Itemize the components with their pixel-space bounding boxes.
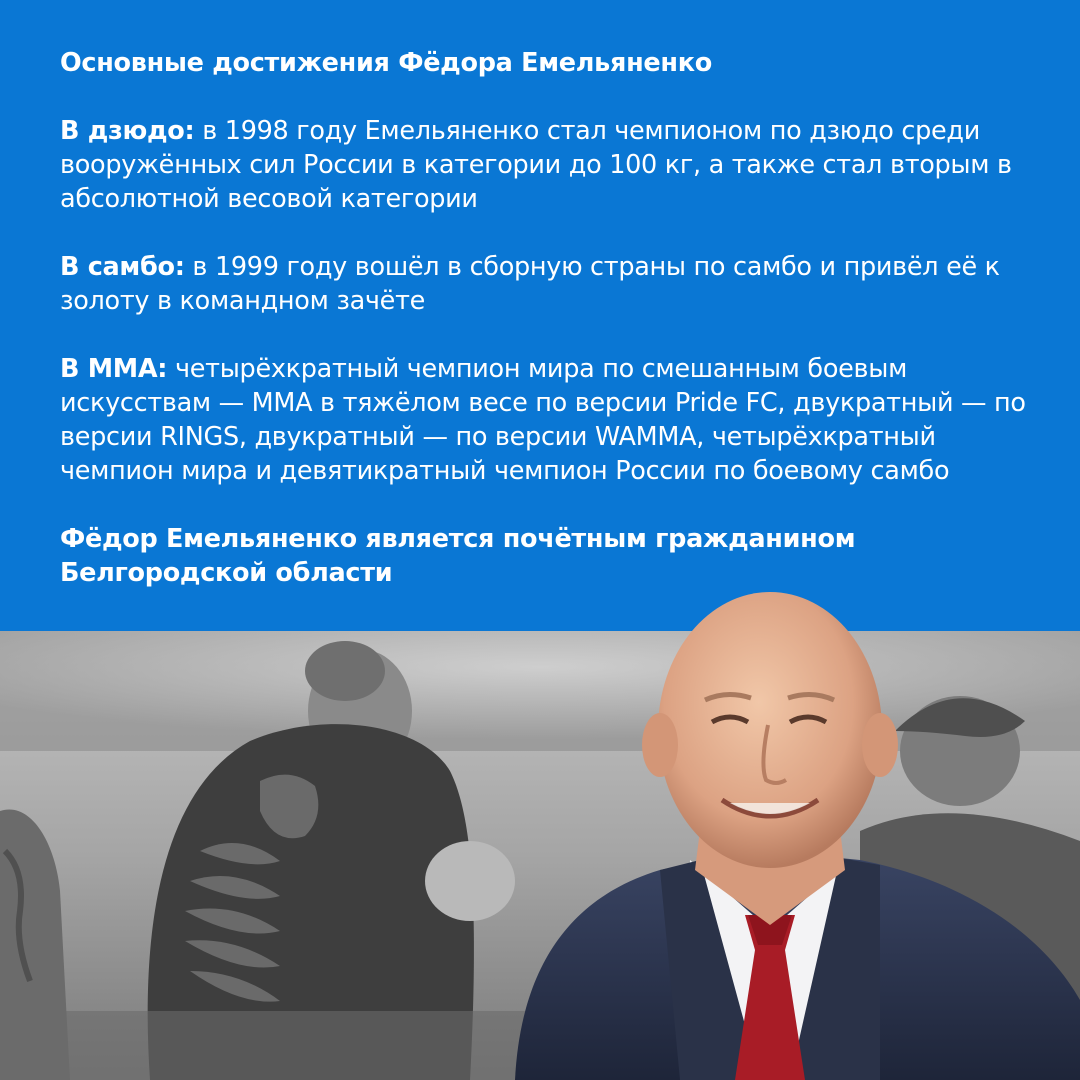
training-photo xyxy=(0,631,1080,1080)
judo-label: В дзюдо: xyxy=(60,116,195,146)
achievements-text xyxy=(60,46,1050,590)
mma-label: В ММА: xyxy=(60,354,168,384)
mma-paragraph xyxy=(60,352,1050,488)
honorary-citizen-text: Фёдор Емельяненко является почётным гражданином Белгородской области xyxy=(60,524,856,588)
mma-text: четырёхкратный чемпион мира по смешанным боевым искусствам — ММА в тяжёлом весе по версии Pride FC, двукратный — по версии RINGS, двукратный — по версии WAMMA, четырёхкратный чемпион мира и девятикратный чемпион России по боевому самбо xyxy=(60,354,1026,486)
judo-text: в 1998 году Емельяненко стал чемпионом по дзюдо среди вооружённых сил России в категории до 100 кг, а также стал вторым в абсолютной весовой категории xyxy=(60,116,1012,214)
sambo-label: В самбо: xyxy=(60,252,185,282)
sambo-paragraph xyxy=(60,250,1050,318)
sambo-text: в 1999 году вошёл в сборную страны по самбо и привёл её к золоту в командном зачёте xyxy=(60,252,1000,316)
judo-paragraph xyxy=(60,114,1050,216)
page-title: Основные достижения Фёдора Емельяненко xyxy=(60,48,712,78)
training-photo-illustration xyxy=(0,631,1080,1080)
